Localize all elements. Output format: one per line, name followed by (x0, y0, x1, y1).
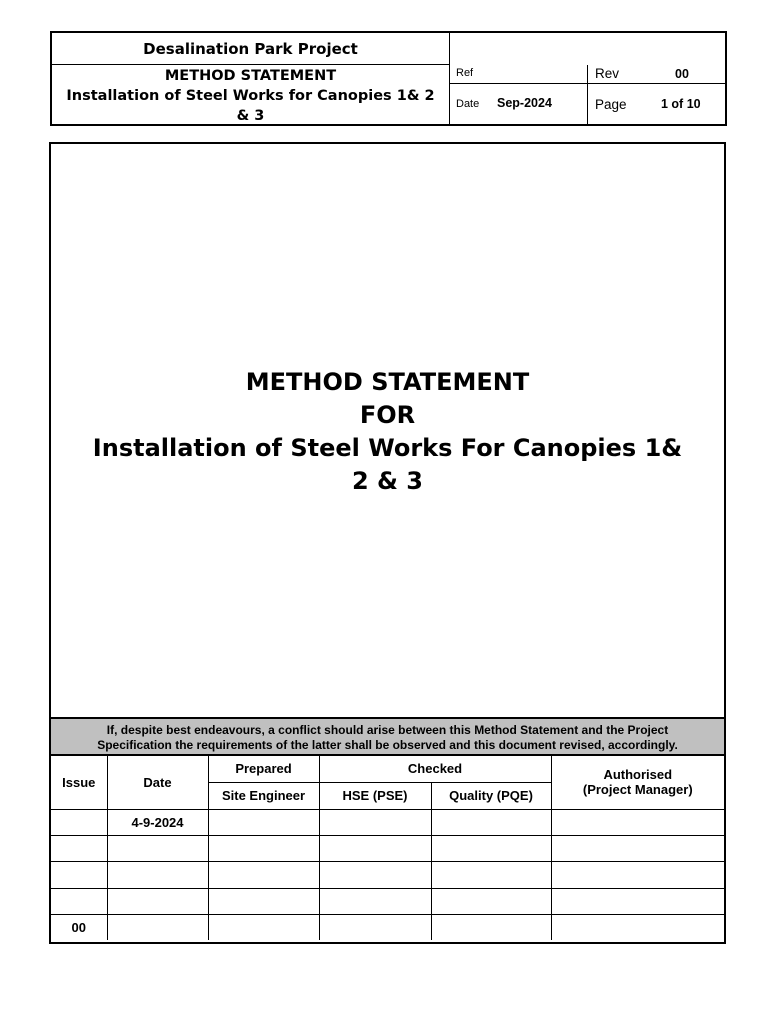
document-header (50, 31, 727, 126)
sign-cell (431, 861, 551, 888)
sign-cell (551, 835, 724, 861)
date-cell (107, 835, 208, 861)
sign-cell (208, 861, 319, 888)
date-label: Date (456, 98, 480, 110)
date-cell (107, 914, 208, 940)
issue-header: Issue (51, 756, 107, 809)
rev-label: Rev (595, 66, 620, 81)
issue-cell: 00 (51, 914, 107, 940)
authorised-line1: Authorised (603, 767, 673, 783)
page-cell (588, 84, 727, 126)
date-cell (450, 84, 588, 126)
checked-header: Checked (319, 756, 551, 782)
sign-cell (208, 914, 319, 940)
project-name: Desalination Park Project (52, 33, 450, 65)
quality-header: Quality (PQE) (431, 782, 551, 809)
table-row (51, 809, 724, 835)
table-row (51, 835, 724, 861)
page-label: Page (595, 97, 627, 112)
doc-type: METHOD STATEMENT (164, 68, 337, 84)
table-header-row (51, 756, 724, 782)
sign-cell (319, 888, 431, 914)
cover-title-line3: Installation of Steel Works For Canopies 1& (92, 434, 683, 462)
sign-cell (551, 914, 724, 940)
cover-title-line1: METHOD STATEMENT (245, 368, 530, 396)
date-value: Sep-2024 (497, 96, 552, 110)
cover-frame (49, 142, 726, 944)
issue-cell (51, 835, 107, 861)
sign-cell (208, 835, 319, 861)
sign-cell (431, 888, 551, 914)
date-cell (107, 861, 208, 888)
cover-title-line2: FOR (359, 401, 416, 429)
notice-line2: Specification the requirements of the latter shall be observed and this document revised, accordingly. (97, 738, 678, 752)
sign-cell (319, 914, 431, 940)
site-engineer-header: Site Engineer (208, 782, 319, 809)
prepared-header: Prepared (208, 756, 319, 782)
sign-cell (551, 888, 724, 914)
rev-value: 00 (675, 67, 689, 81)
ref-cell (450, 65, 588, 84)
sign-cell (551, 809, 724, 835)
date-cell: 4-9-2024 (107, 809, 208, 835)
notice-line1: If, despite best endeavours, a conflict should arise between this Method Statement and the Project (106, 723, 669, 737)
sign-cell (319, 835, 431, 861)
sign-cell (208, 809, 319, 835)
sign-cell (319, 861, 431, 888)
date-header: Date (107, 756, 208, 809)
issue-cell (51, 861, 107, 888)
issue-cell (51, 888, 107, 914)
cover-title-line4: 2 & 3 (351, 467, 424, 495)
page-value: 1 of 10 (661, 97, 701, 111)
sign-cell (551, 861, 724, 888)
rev-cell (588, 65, 727, 84)
header-titles (52, 65, 450, 126)
sign-cell (319, 809, 431, 835)
sign-cell (431, 914, 551, 940)
approval-table (51, 756, 724, 940)
doc-subject: Installation of Steel Works for Canopies 1& 2 & 3 (66, 88, 435, 124)
sign-cell (208, 888, 319, 914)
conflict-notice (51, 717, 724, 756)
table-row (51, 888, 724, 914)
sign-cell (431, 809, 551, 835)
date-cell (107, 888, 208, 914)
authorised-header (551, 756, 724, 809)
cover-title (51, 366, 724, 498)
table-row (51, 914, 724, 940)
table-row (51, 861, 724, 888)
ref-label: Ref (456, 67, 474, 79)
issue-cell (51, 809, 107, 835)
sign-cell (431, 835, 551, 861)
hse-header: HSE (PSE) (319, 782, 431, 809)
authorised-line2: (Project Manager) (582, 782, 693, 798)
